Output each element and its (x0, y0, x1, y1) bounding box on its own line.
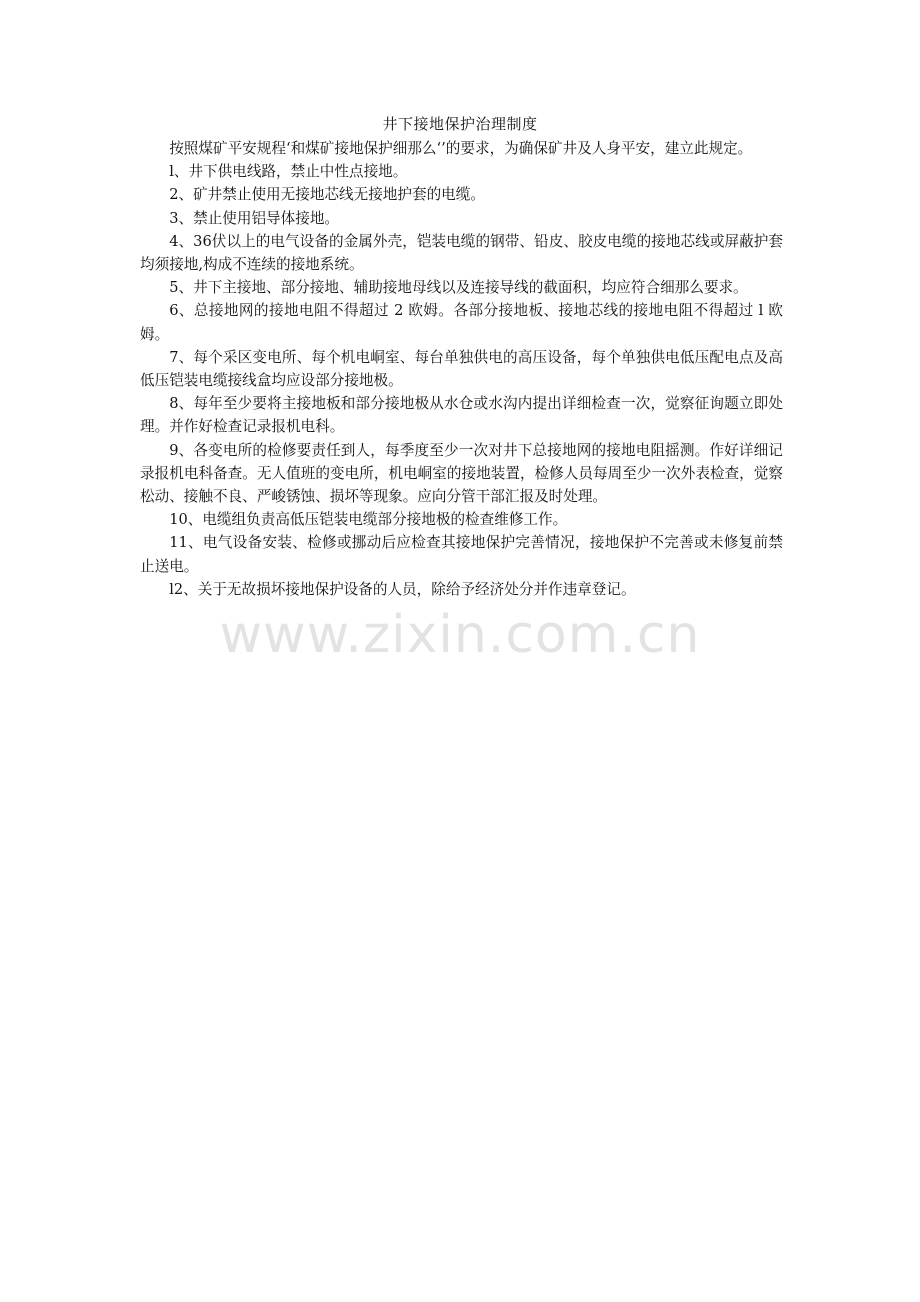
rule-item-7: 7、每个采区变电所、每个机电峒室、每台单独供电的高压设备，每个单独供电低压配电点及高低压铠装电缆接线盒均应设部分接地极。 (140, 348, 783, 390)
intro-paragraph: 按照煤矿平安规程‘和煤矿接地保护细那么‘’的要求，为确保矿井及人身平安，建立此规定。 (169, 140, 753, 157)
document-body (140, 137, 783, 601)
rule-item-9: 9、各变电所的检修要责任到人，每季度至少一次对井下总接地网的接地电阻摇测。作好详细记录报机电科备查。无人值班的变电所，机电峒室的接地装置，检修人员每周至少一次外表检查，觉察松动、接触不良、严峻锈蚀、损坏等现象。应向分管干部汇报及时处理。 (140, 441, 783, 506)
rule-item-11: 11、电气设备安装、检修或挪动后应检查其接地保护完善情况，接地保护不完善或未修复前禁止送电。 (140, 534, 783, 575)
rule-item-1: l、井下供电线路，禁止中性点接地。 (169, 163, 408, 181)
rule-item-5: 5、井下主接地、部分接地、辅助接地母线以及连接导线的截面积，均应符合细那么要求。 (169, 279, 748, 297)
rule-item-12: l2、关于无故损坏接地保护设备的人员，除给予经济处分并作违章登记。 (169, 580, 636, 598)
document-title: 井下接地保护治理制度 (382, 115, 538, 133)
rule-item-8: 8、每年至少要将主接地板和部分接地极从水仓或水沟内提出详细检查一次，觉察征询题立即处理。并作好检查记录报机电科。 (140, 395, 783, 436)
rule-item-4: 4、36伏以上的电气设备的金属外壳，铠装电缆的钢带、铅皮、胶皮电缆的接地芯线或屏蔽护套均须接地,构成不连续的接地系统。 (140, 232, 783, 274)
rule-item-6: 6、总接地网的接地电阻不得超过 2 欧姆。各部分接地板、接地芯线的接地电阻不得超过 l 欧姆。 (140, 302, 783, 343)
rule-item-10: 10、电缆组负责高低压铠装电缆部分接地极的检查维修工作。 (169, 511, 568, 529)
watermark: www.zixin.com.cn (219, 605, 701, 665)
rule-item-2: 2、矿井禁止使用无接地芯线无接地护套的电缆。 (169, 186, 485, 204)
rule-item-3: 3、禁止使用铝导体接地。 (169, 209, 340, 227)
